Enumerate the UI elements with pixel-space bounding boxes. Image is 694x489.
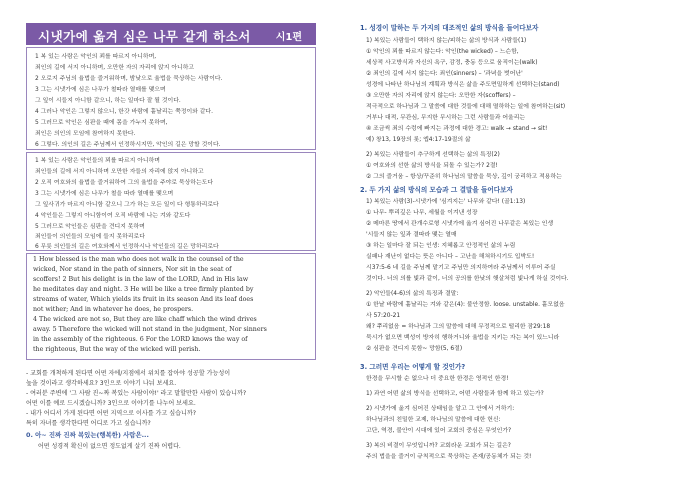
section-3-heading: 3. 그러면 우리는 어떻게 할 것인가? bbox=[360, 363, 466, 371]
outline-line: ② 그의 즐거움 – 항상/꾸준히 하나님의 말씀을 묵상, 깊이 궁리하고 적용하는 bbox=[366, 174, 562, 180]
outline-line: 세상적 사고방식과 자신의 욕구, 감정, 충동 등으로 움직이는(walk) bbox=[366, 60, 538, 66]
verse-line: 죄인들이 의인들의 모임에 들지 못하리로다 bbox=[35, 234, 145, 240]
english-line: away. 5 Therefore the wicked will not stand in the judgment, Nor sinners bbox=[33, 326, 267, 333]
outline-line: 1) 과연 어떤 삶의 방식을 선택하고, 어떤 사람들과 함께 하고 있는가? bbox=[366, 391, 544, 397]
outline-line: ② 죄인의 길에 서지 않는다: 죄인(sinners) – '과녁을 벗어난' bbox=[366, 71, 523, 77]
korean-translation-box-1 bbox=[26, 47, 316, 150]
verse-line: 죄인의 길에 서지 아니하며, 오만한 자의 자리에 앉지 아니하고 bbox=[35, 65, 195, 71]
psalm-reference: 시1편 bbox=[275, 32, 302, 43]
outline-line: '시들지 않는 잎과 결따라 맺는 열매 bbox=[366, 232, 457, 238]
english-line: he meditates day and night. 3 He will be like a tree firmly planted by bbox=[33, 286, 254, 293]
verse-line: 그 잎이 시들지 아니함 같으니, 하는 일마다 잘 될 것이다. bbox=[35, 98, 181, 104]
outline-line: ① 나무- 뿌리깊은 나무, 세월을 이겨낸 성장 bbox=[366, 210, 478, 216]
outline-line: ① 여호와의 선한 삶의 방식을 되돌 수 있는가? 2절! bbox=[366, 163, 498, 169]
outline-line: 주의 법을을 즐거이 규칙적으로 묵상하는 존재/공동체가 되는 것! bbox=[366, 454, 532, 460]
verse-line: 2 오직 여호와의 율법을 즐거워하여 그의 율법을 주야로 묵상하는도다 bbox=[35, 180, 214, 186]
outline-line: 거부나 대적, 무관심, 무지한 무시하는 그런 사람들과 어울리는 bbox=[366, 115, 526, 121]
verse-line: 1 복 있는 사람은 악인의 꾀를 따르지 아니하며, bbox=[35, 54, 157, 60]
discussion-question: - 내가 어디서 가게 된다면 어떤 지역으로 이사를 가고 싶습니까? bbox=[26, 410, 197, 417]
discussion-question: 높을 것이라고 생각하세요? 3인으로 이야기 나눠 보세요. bbox=[26, 380, 177, 387]
korean-translation-box-2 bbox=[26, 152, 316, 251]
outline-line: 왜? 쭈리없음 = 하나님과 그의 말씀에 대해 무정적으로 떨리한 잠29:18 bbox=[366, 324, 551, 330]
discussion-question: - 여러분 주변에 '그 사람 진~짜 복있는 사람이야!' 라고 말할만한 사람이 있습니까? bbox=[26, 390, 247, 397]
english-line: wicked, Nor stand in the path of sinners, Nor sit in the seat of bbox=[33, 266, 232, 273]
outline-line: ② 심판을 견디지 못함~ 망함(5, 6절) bbox=[366, 346, 463, 352]
section-0-body: 어떤 성경적 확신이 없으면 정도없게 살기 진짜 어렵다. bbox=[38, 443, 181, 450]
verse-line: 죄인은 의인의 모임에 참여하지 못한다. bbox=[35, 131, 136, 137]
outline-line: ① 한낱 바람에 흩날리는 겨와 같은(4): 불안정함. loose. unstable. 흩모없음 bbox=[366, 302, 565, 308]
discussion-question: 어떤 이를 예로 드시겠습니까? 3인으로 이야기를 나누어 보세요. bbox=[26, 400, 196, 407]
outline-line: 2) 악인들(4-6)의 삶의 특징과 결말: bbox=[366, 291, 459, 297]
outline-line: 시37:5-6 네 길을 주님께 맡기고 주님만 의지하여라 주님께서 이루어 주실 bbox=[366, 265, 556, 271]
outline-line: 2) 복있는 사람들이 추구하게 선택하는 삶의 특징(2) bbox=[366, 152, 500, 158]
right-column bbox=[360, 0, 690, 489]
outline-line: 사 57:20-21 bbox=[366, 313, 401, 319]
english-line: 4 The wicked are not so, But they are like chaff which the wind drives bbox=[33, 316, 257, 323]
discussion-question: - 교회를 개척하게 된다면 어떤 자에/지점에서 위치를 잡아야 성공할 가능성이 bbox=[26, 370, 231, 377]
section-2-heading: 2. 두 가지 삶의 방식의 모습과 그 결말을 들어다보자 bbox=[360, 186, 513, 194]
section-1-heading: 1. 성경이 말하는 두 가지의 대조적인 삶의 방식을 들어다보자 bbox=[360, 24, 539, 32]
outline-line: ④ 조금씩 죄의 수렁에 빠지는 과정에 대한 경고: walk → stand → sit! bbox=[366, 126, 548, 132]
outline-line: ② 메마른 땅에서 관개수로형 시냇가에 옮겨 심어진 나무같은 복있는 인생 bbox=[366, 221, 554, 227]
verse-line: 4 그러나 악인은 그렇지 않으니, 한갓 바람에 흩날리는 쭉정이와 같다. bbox=[35, 109, 213, 115]
outline-line: 1) 복있는 사람들이 택하지 않는/피하는 삶의 방식과 사람들(1) bbox=[366, 38, 527, 44]
outline-line: 3) 복의 비결이 무엇입니까? 교회라운 교회가 되는 길은? bbox=[366, 443, 511, 449]
verse-line: 4 악인들은 그렇지 아니함이여 오직 바람에 나는 겨와 같도다 bbox=[35, 213, 191, 219]
verse-line: 5 그러므로 악인들은 심판을 견디지 못하며 bbox=[35, 224, 145, 230]
english-line: scoffers! 2 But his delight is in the law of the LORD, And in His law bbox=[33, 276, 249, 283]
english-line: streams of water, Which yields its fruit in its season And its leaf does bbox=[33, 296, 254, 303]
page-title: 시냇가에 옮겨 심은 나무 같게 하소서 bbox=[38, 29, 251, 44]
section-0-heading: 0. 아~ 진짜 진짜 복있는(행복한) 사람은... bbox=[26, 431, 149, 439]
english-line: 1 How blessed is the man who does not walk in the counsel of the bbox=[33, 256, 244, 263]
verse-line: 죄인들의 길에 서지 아니하며 오만한 자들의 자리에 앉지 아니하고 bbox=[35, 169, 204, 175]
verse-line: 6 그렇다. 의인의 길은 주님께서 인정하시지만, 악인의 길은 망할 것이다. bbox=[35, 142, 221, 148]
outline-line: 2) 시냇가에 옮겨 심어진 상태임을 알고 그 안에서 거하기: bbox=[366, 406, 515, 412]
verse-line: 3 그는 시냇가에 심은 나무가 철을 따라 열매를 맺으며 bbox=[35, 191, 174, 197]
verse-line: 2 오로지 주님의 율법을 즐거워하며, 밤낮으로 율법을 묵상하는 사람이다. bbox=[35, 76, 223, 82]
outline-line: 예) 창13, 19장의 롯; 엡4:17-19절의 삶 bbox=[366, 137, 471, 143]
section-3-intro: 한경을 무시할 순 없으나 더 중요한 한경은 영적인 한경! bbox=[366, 376, 509, 382]
outline-line: ③ 하는 일마다 잘 되는 인생: 지혜롭고 안정적인 삶의 누림 bbox=[366, 243, 516, 249]
title-banner bbox=[26, 23, 316, 45]
outline-line: 실패나 재난이 없다는 뜻은 아니다 – 고난을 해쳐하시기도 입박도! bbox=[366, 254, 535, 260]
english-line: not wither; And in whatever he does, he prospers. bbox=[33, 306, 194, 313]
verse-line: 6 무릇 의인들의 길은 여호와께서 인정하시나 악인들의 길은 망하리로다 bbox=[35, 244, 219, 250]
english-translation-box bbox=[26, 253, 316, 360]
outline-line: 하나님과의 친밀한 교제, 하나님의 말씀에 대한 헌신: bbox=[366, 417, 501, 423]
outline-line: ③ 오만한 자의 자리에 앉지 않는다: 오만한 자(scoffers) – bbox=[366, 93, 516, 99]
verse-line: 3 그는 시냇가에 심은 나무가 철따라 열매를 맺으며 bbox=[35, 87, 166, 93]
outline-line: 적극적으로 하나님과 그 말씀에 대한 것들에 대해 멸하하는 일에 참여하는(sit) bbox=[366, 104, 566, 110]
outline-line: 것이다. 너의 의를 빛과 같이, 너의 공의를 한낮의 햇살처럼 빛나게 하실 것이다. bbox=[366, 276, 569, 282]
outline-line: 1) 복있는 사람(3)-시냇가에 '심겨지는' 나무와 같다! (골1:13) bbox=[366, 199, 526, 205]
verse-line: 그 잎사귀가 마르지 아니함 같으니 그가 하는 모든 일이 다 형통하리로다 bbox=[35, 202, 219, 208]
english-line: in the assembly of the righteous. 6 For the LORD knows the way of bbox=[33, 336, 248, 343]
english-line: the righteous, But the way of the wicked will perish. bbox=[33, 346, 201, 353]
verse-line: 1 복 있는 사람은 악인들의 꾀를 따르지 아니하며 bbox=[35, 158, 160, 164]
discussion-question: 특히 자녀를 생각한다면 어디로 가고 싶습니까? bbox=[26, 420, 151, 427]
verse-line: 5 그러므로 악인은 심판을 때에 몸을 가누지 못하며, bbox=[35, 120, 168, 126]
outline-line: 고단, 역경, 불안이 시대에 있어 교회의 중심은 무엇인가? bbox=[366, 428, 512, 434]
outline-line: 성경에 나타난 하나님의 계획과 방식은 삶을 주도면밀하게 선택하는(stand) bbox=[366, 82, 560, 88]
outline-line: 묵시가 없으면 백성이 방자히 행하거니와 율법을 지키는 자는 복이 있느니라 bbox=[366, 335, 560, 341]
outline-line: ① 악인의 꾀를 따르지 않는다: 악인(the wicked) – 느슨함, bbox=[366, 49, 519, 55]
